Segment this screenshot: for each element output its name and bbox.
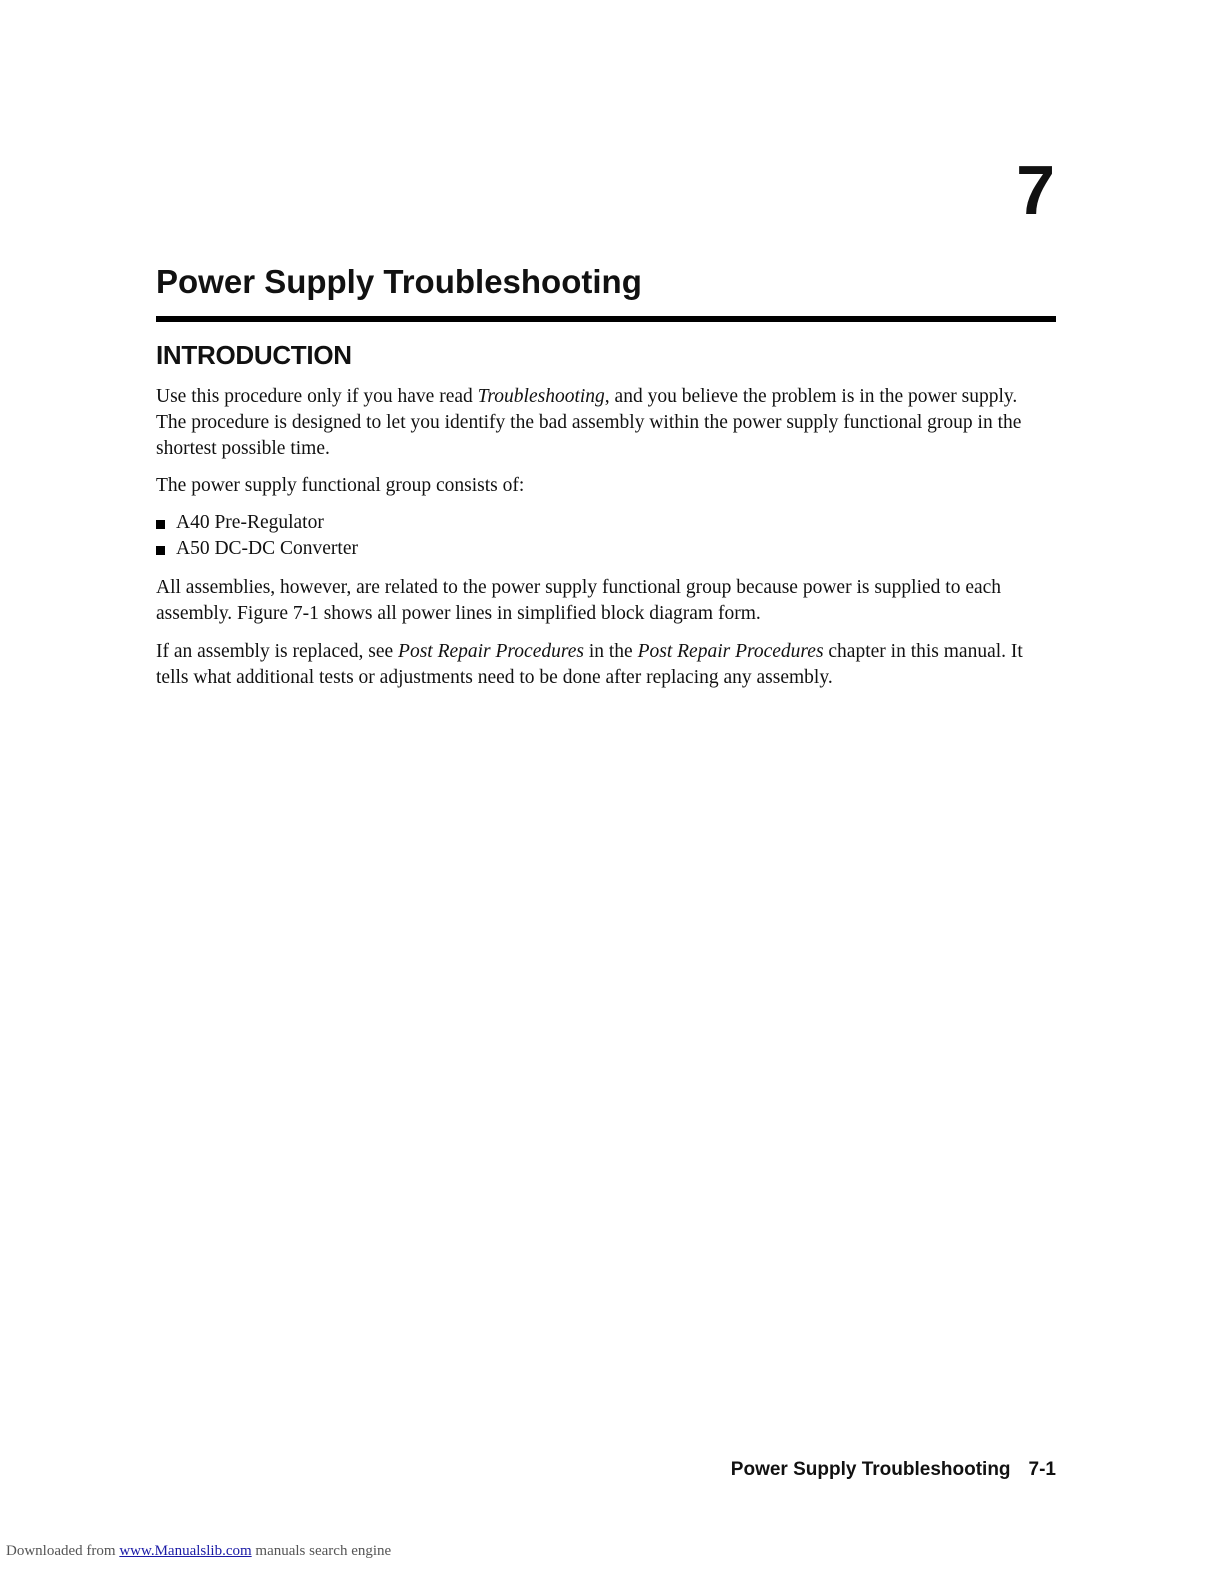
chapter-title: Power Supply Troubleshooting: [156, 263, 642, 300]
page-footer: [731, 1458, 1056, 1482]
intro-paragraph: [156, 384, 1046, 462]
list-item: [156, 536, 358, 562]
page-number: 7-1: [1028, 1459, 1056, 1480]
post-repair-reference: Post Repair Procedures: [398, 641, 584, 662]
footer-title: Power Supply Troubleshooting: [730, 1459, 1011, 1480]
assembly-list: [156, 510, 358, 562]
group-intro-paragraph: The power supply functional group consists of:: [156, 475, 525, 496]
replacement-text-part3: chapter in this manual. It tells what additional tests or adjustments need to be done after replacing any assembly.: [156, 641, 1023, 688]
list-item-label: A50 DC-DC Converter: [176, 538, 358, 559]
chapter-number: 7: [1016, 151, 1055, 229]
manualslib-link[interactable]: www.Manualslib.com: [119, 1543, 252, 1559]
replacement-paragraph: [156, 639, 1046, 691]
section-heading: INTRODUCTION: [156, 340, 352, 370]
intro-text-part2: , and you believe the problem is in the power supply. The procedure is designed to let you identify the bad assembly within the power supply functional group in the shortest possible time.: [156, 386, 1022, 459]
title-rule: [156, 316, 1056, 322]
intro-text-part1: Use this procedure only if you have read: [156, 386, 478, 407]
replacement-text-part1: If an assembly is replaced, see: [156, 641, 399, 662]
assemblies-paragraph: All assemblies, however, are related to the power supply functional group because power is supplied to each assembly. Figure 7-1 shows all power lines in simplified block diagram form.: [156, 577, 1002, 624]
list-item: [156, 510, 358, 536]
square-bullet-icon: [156, 520, 165, 529]
square-bullet-icon: [156, 546, 165, 555]
post-repair-chapter-reference: Post Repair Procedures: [637, 641, 824, 662]
download-banner: [6, 1541, 391, 1561]
troubleshooting-reference: Troubleshooting: [477, 386, 605, 407]
download-suffix: manuals search engine: [251, 1543, 392, 1559]
list-item-label: A40 Pre-Regulator: [176, 512, 324, 533]
replacement-text-part2: in the: [583, 641, 638, 662]
download-prefix: Downloaded from: [6, 1543, 120, 1559]
